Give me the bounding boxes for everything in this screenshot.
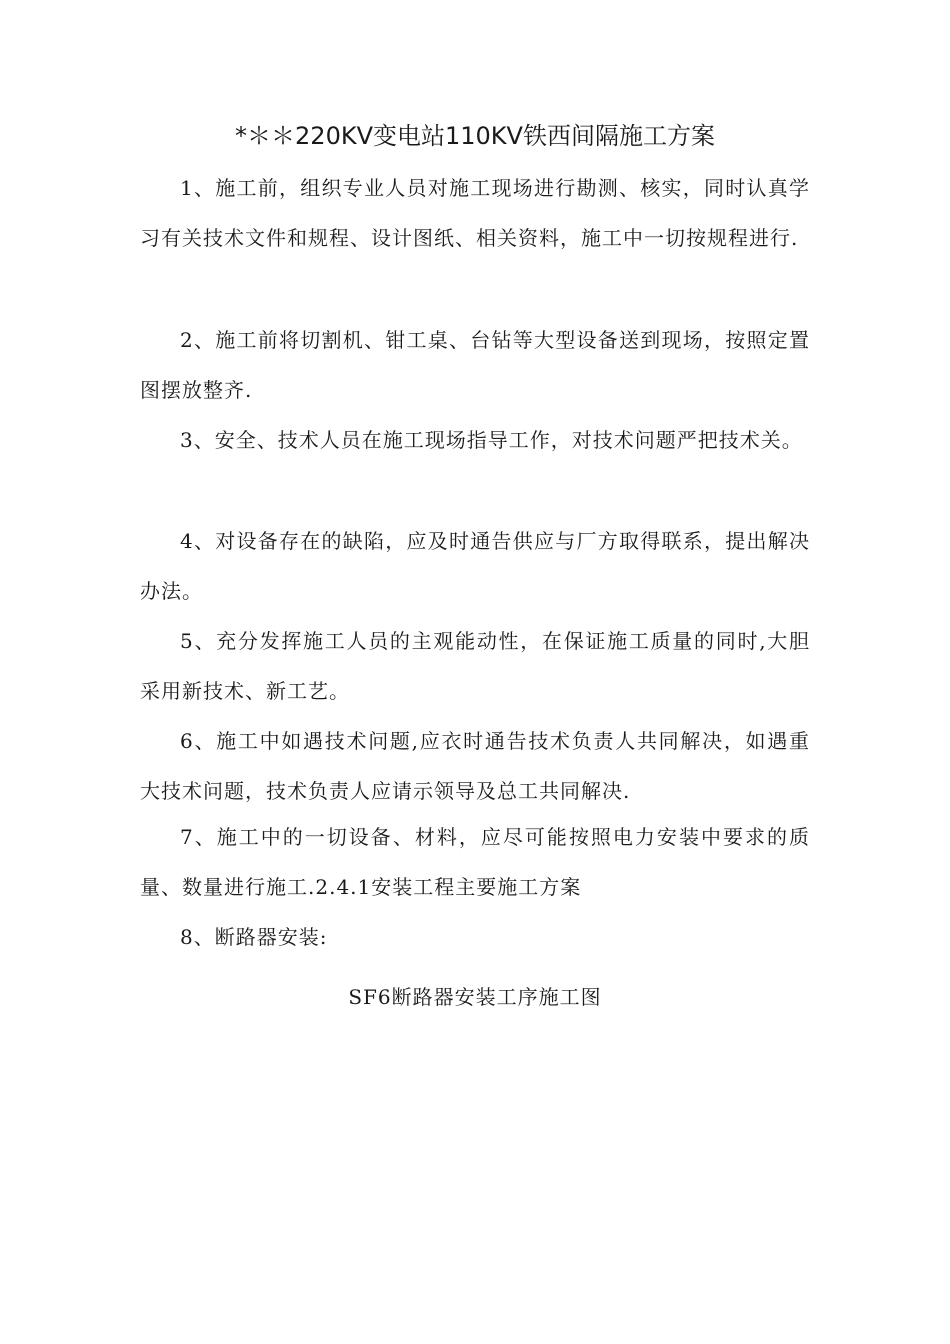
paragraph-8: 8、断路器安装: xyxy=(180,925,328,949)
paragraph-3: 3、安全、技术人员在施工现场指导工作，对技术问题严把技术关。 xyxy=(180,428,803,452)
paragraph-6: 6、施工中如遇技术问题,应衣时通告技术负责人共同解决，如遇重大技术问题，技术负责人应请示领导及总工共同解决. xyxy=(140,729,810,803)
paragraph-2: 2、施工前将切割机、钳工桌、台钻等大型设备送到现场，按照定置图摆放整齐. xyxy=(140,328,810,402)
paragraph-1: 1、施工前，组织专业人员对施工现场进行勘测、核实，同时认真学习有关技术文件和规程、设计图纸、相关资料，施工中一切按规程进行. xyxy=(140,176,810,250)
paragraph-7: 7、施工中的一切设备、材料，应尽可能按照电力安装中要求的质量、数量进行施工.2.4.1安装工程主要施工方案 xyxy=(140,825,810,899)
paragraph-4: 4、对设备存在的缺陷，应及时通告供应与厂方取得联系，提出解决办法。 xyxy=(140,529,810,603)
paragraph-5: 5、充分发挥施工人员的主观能动性，在保证施工质量的同时,大胆采用新技术、新工艺。 xyxy=(140,629,810,703)
figure-caption: SF6断路器安装工序施工图 xyxy=(348,985,602,1009)
document-title: *＊＊220KV变电站110KV铁西间隔施工方案 xyxy=(235,122,715,150)
